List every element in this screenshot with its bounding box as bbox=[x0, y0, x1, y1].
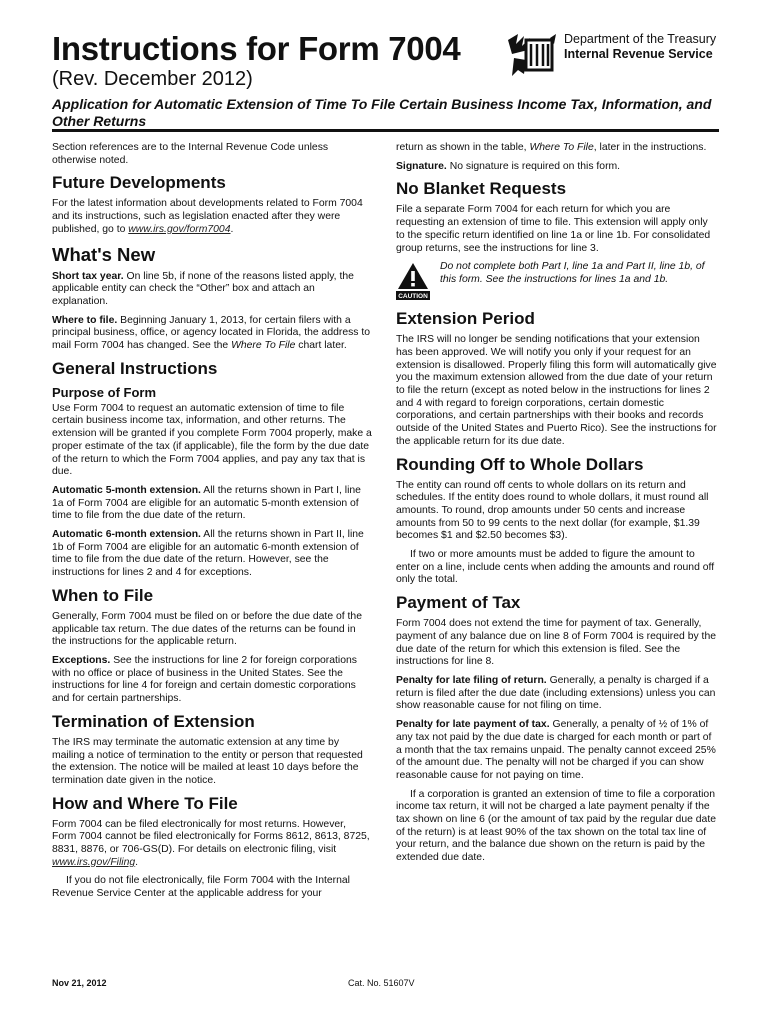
page-title: Instructions for Form 7004 bbox=[52, 30, 461, 67]
when-to-file-heading: When to File bbox=[52, 585, 154, 605]
irs-eagle-logo-icon bbox=[504, 30, 558, 78]
caution-text: Do not complete both Part I, line 1a and Part II, line 1b, of this form. See the instructions for lines 1a and 1b. bbox=[440, 261, 705, 285]
how-where-text: Form 7004 can be filed electronically for most returns. However, Form 7004 cannot be filed electronically for Forms 8612, 8613, 8725, 8831, 8876, or 706-GS(D). For details on electronic filing, visit www.irs.gov/Filing. bbox=[52, 818, 370, 868]
exceptions-text: Exceptions. See the instructions for line 2 for foreign corporations with no office or place of business in the United States. See the instructions for line 4 for foreign and certain domestic corporations and for certain partnerships. bbox=[52, 654, 357, 705]
auto5-text: Automatic 5-month extension. All the returns shown in Part I, line 1a of Form 7004 are eligible for an automatic 5-month extension of time to file from the due date of the return. bbox=[52, 484, 361, 522]
rounding-heading: Rounding Off to Whole Dollars bbox=[396, 454, 644, 474]
footer-date: Nov 21, 2012 bbox=[52, 978, 107, 988]
when-to-file-text: Generally, Form 7004 must be filed on or before the due date of the applicable tax return. The due dates of the returns can be found in the instructions for the applicable return. bbox=[52, 610, 362, 648]
auto6-text: Automatic 6-month extension. All the returns shown in Part II, line 1b of Form 7004 are eligible for an automatic 6-month extension of time to file from the due date of the return. However, see the instructions for lines 2 and 4 for exceptions. bbox=[52, 529, 364, 579]
late-filing-text: Penalty for late filing of return. Generally, a penalty is charged if a return is filed after the due date (including extensions) unless you can show reasonable cause for not filing on time. bbox=[396, 674, 716, 712]
no-blanket-text: File a separate Form 7004 for each return for which you are requesting an extension of time to file. This extension will apply only to the specific return identified on line 1a or line 1b. For consolidated group returns, see the instructions for line 3. bbox=[396, 204, 711, 254]
right-column bbox=[396, 142, 718, 871]
termination-text: The IRS may terminate the automatic extension at any time by mailing a notice of termination to the entity or person that requested the extension. The notice will be mailed at least 10 days before the termination date given in the notice. bbox=[52, 736, 363, 786]
revision-date: (Rev. December 2012) bbox=[52, 68, 253, 90]
how-where-heading: How and Where To File bbox=[52, 793, 238, 813]
how-where-text-2: If you do not file electronically, file Form 7004 with the Internal Revenue Service Center at the applicable address for your bbox=[52, 875, 350, 900]
form7004-link[interactable]: www.irs.gov/form7004 bbox=[128, 223, 231, 235]
agency-name bbox=[564, 32, 716, 62]
future-developments-text: For the latest information about developments related to Form 7004 and its instructions, such as legislation enacted after they were published, go to www.irs.gov/form7004. bbox=[52, 198, 363, 235]
page-header bbox=[52, 30, 720, 140]
payment-of-tax-heading: Payment of Tax bbox=[396, 593, 521, 613]
corporation-text: If a corporation is granted an extension of time to file a corporation income tax return, it will not be charged a late payment penalty if the tax shown on line 6 (or the amount of tax paid by the regular due date of the return) is at least 90% of the tax shown on the total tax line of your return, and the balance due shown on the return is paid by the extended due date. bbox=[396, 788, 717, 864]
intro-paragraph: Section references are to the Internal Revenue Code unless otherwise noted. bbox=[52, 142, 329, 166]
signature-text: Signature. No signature is required on this form. bbox=[396, 160, 621, 172]
continued-text: return as shown in the table, Where To File, later in the instructions. bbox=[396, 142, 707, 153]
form-subtitle: Application for Automatic Extension of Time To File Certain Business Income Tax, Information, and Other Returns bbox=[52, 96, 712, 129]
irs-label: Internal Revenue Service bbox=[564, 47, 713, 61]
general-instructions-heading: General Instructions bbox=[52, 358, 218, 378]
caution-icon bbox=[396, 261, 430, 301]
where-to-file-text: Where to file. Beginning January 1, 2013, for certain filers with a principal business, office, or agency located in Florida, the address to mail Form 7004 has changed. See the Where To File chart later. bbox=[52, 314, 371, 352]
caution-label: CAUTION bbox=[398, 293, 428, 301]
footer-cat-number: Cat. No. 51607V bbox=[348, 978, 415, 988]
extension-period-heading: Extension Period bbox=[396, 309, 535, 329]
department-label: Department of the Treasury bbox=[564, 32, 717, 46]
purpose-text: Use Form 7004 to request an automatic extension of time to file certain business income tax, information, and other returns. The extension will be granted if you complete Form 7004 properly, make a proper estimate of the tax (if applicable), file the form by the due date of the return to which the Form 7004 applies, and pay any tax that is due. bbox=[52, 402, 372, 478]
short-tax-year-text: Short tax year. On line 5b, if none of the reasons listed apply, the applicable entity can check the “Other” box and attach an explanation. bbox=[52, 270, 354, 307]
payment-of-tax-text: Form 7004 does not extend the time for payment of tax. Generally, payment of any balance due on line 8 of Form 7004 is required by the due date of the return for which this extension is filed. See the instructions for line 8. bbox=[396, 618, 716, 668]
termination-heading: Termination of Extension bbox=[52, 711, 255, 731]
whats-new-heading: What's New bbox=[52, 243, 156, 265]
header-rule bbox=[52, 129, 719, 132]
rounding-text-2: If two or more amounts must be added to figure the amount to enter on a line, include cents when adding the amounts and round off only the total. bbox=[396, 549, 715, 586]
future-developments-heading: Future Developments bbox=[52, 173, 226, 193]
caution-box bbox=[396, 261, 718, 301]
left-column bbox=[52, 142, 372, 907]
purpose-heading: Purpose of Form bbox=[52, 384, 157, 400]
filing-link[interactable]: www.irs.gov/Filing bbox=[52, 856, 136, 868]
late-payment-text: Penalty for late payment of tax. Generally, a penalty of ½ of 1% of any tax not paid by the due date is charged for each month or part of a month that the tax remains unpaid. The penalty cannot exceed 25% of the amount due. The penalty will not be charged if you can show reasonable cause for not paying on time. bbox=[396, 719, 716, 781]
no-blanket-heading: No Blanket Requests bbox=[396, 179, 567, 199]
extension-period-text: The IRS will no longer be sending notifications that your extension has been approved. We will notify you only if your request for an extension is disallowed. Properly filing this form will automatically give you the maximum extension allowed from the due date of your return to file the return (except as noted below in the instructions for lines 2 and 4 with regard to foreign corporations, certain domestic corporations, and certain partnerships with their books and records outside of the United States and Puerto Rico). See the instructions for the applicable return for its due date. bbox=[396, 334, 717, 447]
rounding-text: The entity can round off cents to whole dollars on its return and schedules. If the entity does round to whole dollars, it must round all amounts. To round, drop amounts under 50 cents and increase amounts from 50 to 99 cents to the next dollar (for example, $1.39 becomes $1 and $2.50 becomes $3). bbox=[396, 479, 709, 542]
